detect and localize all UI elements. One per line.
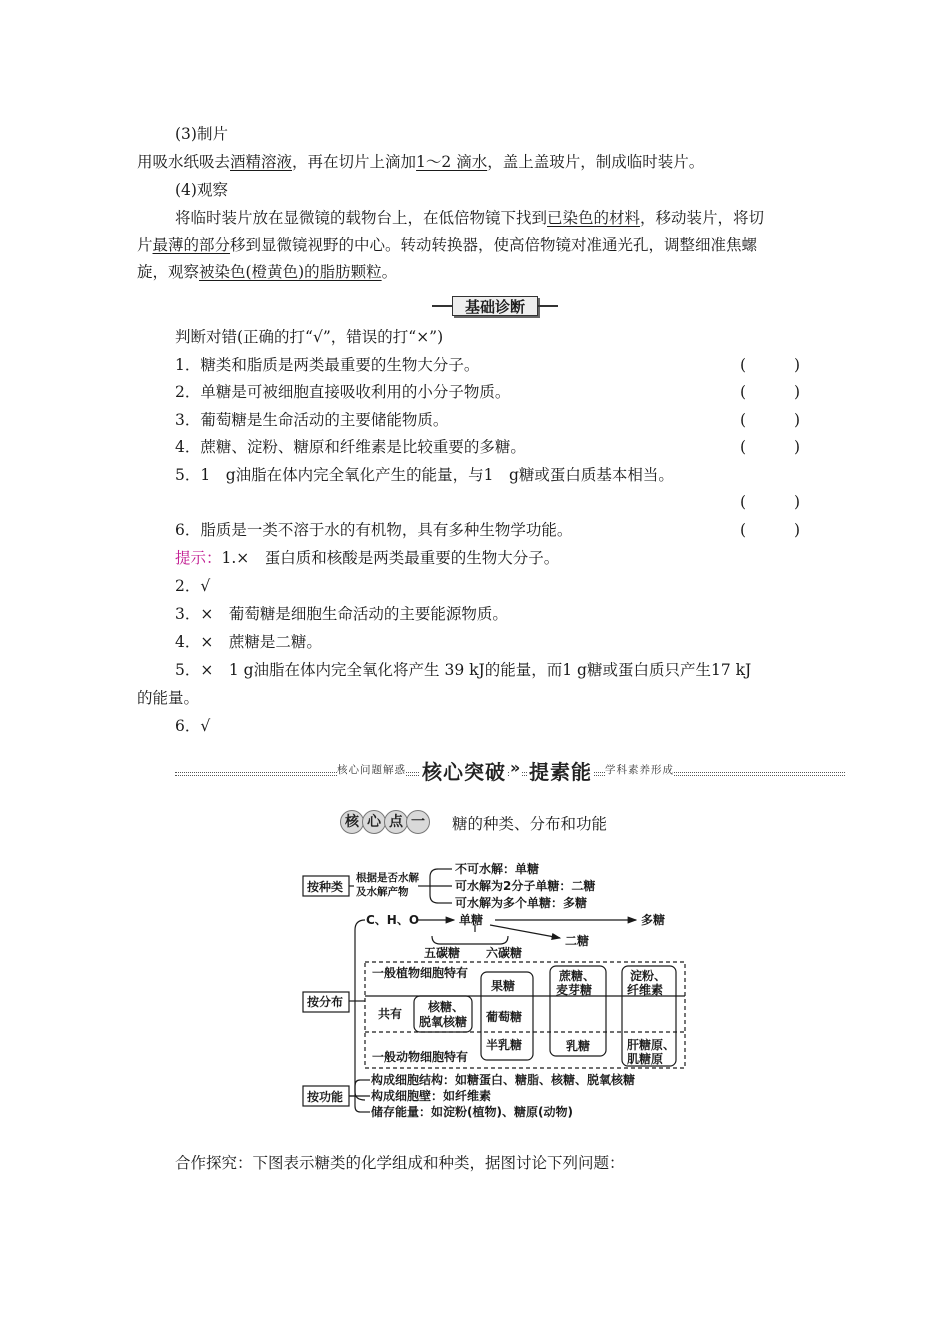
diagnosis-item-6: 6．脂质是一类不溶于水的有机物，具有多种生物学功能。 bbox=[175, 521, 573, 539]
answer-blank-6[interactable]: ( ) bbox=[740, 521, 800, 539]
map-common: 共有 bbox=[378, 1007, 403, 1021]
map-starch-2: 纤维素 bbox=[627, 983, 664, 997]
map-type-1: 不可水解：单糖 bbox=[455, 862, 540, 876]
map-fructose: 果糖 bbox=[491, 979, 516, 993]
map-func-box: 按功能 bbox=[307, 1090, 344, 1104]
map-lactose: 乳糖 bbox=[566, 1039, 591, 1053]
section4-line1: 将临时装片放在显微镜的载物台上，在低倍物镜下找到已染色的材料，移动装片，将切 bbox=[175, 209, 765, 227]
map-sucrose-1: 蔗糖、 bbox=[559, 969, 596, 983]
kp-char-1: 核 bbox=[340, 810, 364, 834]
key-point-title: 糖的种类、分布和功能 bbox=[452, 815, 608, 833]
section4-line2: 片最薄的部分移到显微镜视野的中心。转动转换器，使高倍物镜对准通光孔，调整细准焦螺 bbox=[137, 236, 758, 254]
diagnosis-item-5: 5．1 g油脂在体内完全氧化产生的能量，与1 g糖或蛋白质基本相当。 bbox=[175, 466, 674, 484]
hint-line-5-cont: 的能量。 bbox=[137, 689, 200, 707]
map-ribose-1: 核糖、 bbox=[428, 1000, 465, 1014]
core-title-1: 核心突破 bbox=[420, 756, 508, 785]
map-type-2: 可水解为2分子单糖：二糖 bbox=[455, 879, 596, 893]
kp-char-3: 点 bbox=[384, 810, 408, 834]
kp-char-2: 心 bbox=[362, 810, 386, 834]
map-func-2: 构成细胞壁：如纤维素 bbox=[371, 1089, 492, 1103]
hint-line-2: 2．√ bbox=[175, 577, 211, 595]
section3-text: 用吸水纸吸去酒精溶液，再在切片上滴加1～2 滴水，盖上盖玻片，制成临时装片。 bbox=[137, 153, 705, 171]
map-glucose: 葡萄糖 bbox=[486, 1010, 523, 1024]
map-mono: 单糖 bbox=[459, 913, 484, 927]
map-basis-1: 根据是否水解 bbox=[356, 872, 419, 884]
hint-line-3: 3．× 葡萄糖是细胞生命活动的主要能源物质。 bbox=[175, 605, 508, 623]
map-basis-2: 及水解产物 bbox=[356, 886, 409, 898]
hint-line-6: 6．√ bbox=[175, 717, 211, 735]
cooperative-inquiry: 合作探究：下图表示糖类的化学组成和种类，据图讨论下列问题： bbox=[175, 1154, 625, 1172]
section4-line3: 旋，观察被染色(橙黄色)的脂肪颗粒。 bbox=[137, 263, 398, 281]
answer-blank-2[interactable]: ( ) bbox=[740, 383, 800, 401]
map-dist-box: 按分布 bbox=[307, 995, 344, 1009]
map-five-carbon: 五碳糖 bbox=[424, 946, 461, 960]
map-func-3: 储存能量：如淀粉(植物)、糖原(动物) bbox=[371, 1105, 573, 1119]
answer-blank-5[interactable]: ( ) bbox=[740, 493, 800, 511]
core-arrow-icon: » bbox=[510, 758, 522, 777]
answer-blank-3[interactable]: ( ) bbox=[740, 411, 800, 429]
core-left-caption: 核心问题解惑 bbox=[337, 764, 406, 776]
map-animal: 一般动物细胞特有 bbox=[372, 1050, 469, 1064]
section3-heading: (3)制片 bbox=[175, 125, 228, 143]
map-func-1: 构成细胞结构：如糖蛋白、糖脂、核糖、脱氧核糖 bbox=[371, 1073, 636, 1087]
map-glycogen-2: 肌糖原 bbox=[627, 1052, 664, 1066]
diagnosis-item-3: 3．葡萄糖是生命活动的主要储能物质。 bbox=[175, 411, 449, 429]
map-galactose: 半乳糖 bbox=[486, 1038, 523, 1052]
map-type-box: 按种类 bbox=[307, 880, 344, 894]
core-title-2: 提素能 bbox=[527, 756, 594, 785]
diagnosis-item-4: 4．蔗糖、淀粉、糖原和纤维素是比较重要的多糖。 bbox=[175, 438, 526, 456]
section4-heading: (4)观察 bbox=[175, 181, 228, 199]
map-di: 二糖 bbox=[565, 934, 590, 948]
map-starch-1: 淀粉、 bbox=[630, 969, 667, 983]
map-poly: 多糖 bbox=[641, 913, 666, 927]
diagnosis-item-1: 1．糖类和脂质是两类最重要的生物大分子。 bbox=[175, 356, 480, 374]
map-plant: 一般植物细胞特有 bbox=[372, 966, 469, 980]
map-type-3: 可水解为多个单糖：多糖 bbox=[455, 896, 588, 910]
diagnosis-intro: 判断对错(正确的打“√”，错误的打“×”) bbox=[175, 328, 444, 346]
answer-blank-4[interactable]: ( ) bbox=[740, 438, 800, 456]
answer-blank-1[interactable]: ( ) bbox=[740, 356, 800, 374]
map-glycogen-1: 肝糖原、 bbox=[627, 1038, 676, 1052]
core-right-caption: 学科素养形成 bbox=[605, 764, 674, 776]
map-six-carbon: 六碳糖 bbox=[486, 946, 523, 960]
kp-char-4: 一 bbox=[406, 810, 430, 834]
map-ribose-2: 脱氧核糖 bbox=[419, 1015, 468, 1029]
hint-label: 提示： bbox=[175, 549, 222, 567]
diagnosis-item-2: 2．单糖是可被细胞直接吸收利用的小分子物质。 bbox=[175, 383, 511, 401]
hint-line-4: 4．× 蔗糖是二糖。 bbox=[175, 633, 322, 651]
hint-line-5: 5．× 1 g油脂在体内完全氧化将产生 39 kJ的能量，而1 g糖或蛋白质只产生17 kJ bbox=[175, 661, 752, 679]
map-sucrose-2: 麦芽糖 bbox=[556, 983, 593, 997]
hint-line-1: 提示：1.× 蛋白质和核酸是两类最重要的生物大分子。 bbox=[175, 549, 560, 567]
map-cho: C、H、O bbox=[366, 913, 420, 927]
diagnosis-title: 基础诊断 bbox=[452, 296, 538, 316]
